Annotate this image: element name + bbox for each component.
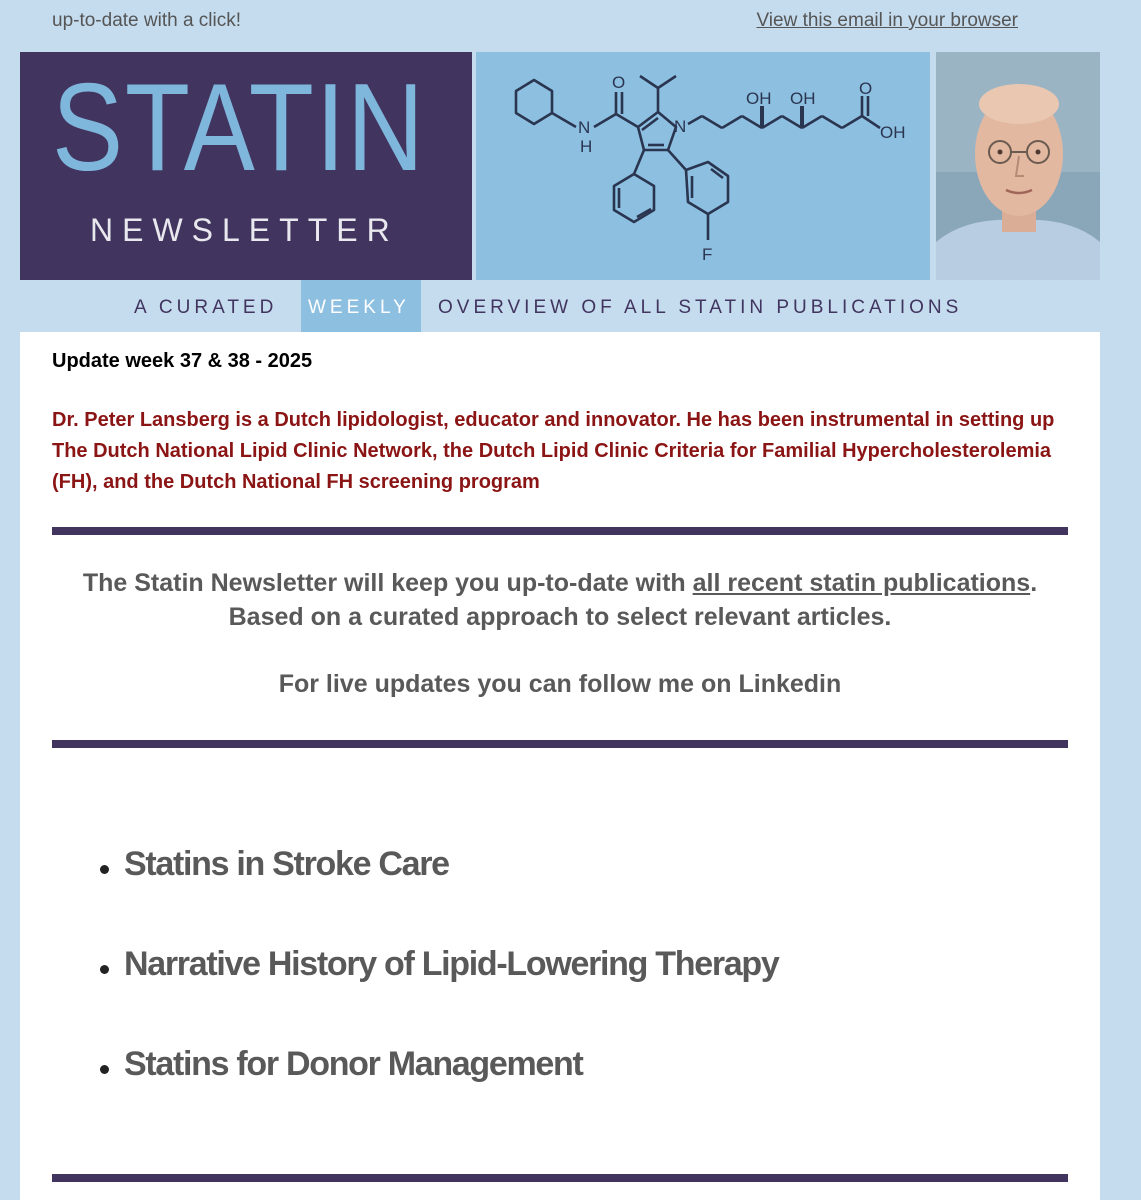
bullet-icon bbox=[100, 965, 109, 974]
author-photo bbox=[936, 52, 1100, 280]
newsletter-logo bbox=[20, 52, 472, 280]
molecule-label-n2: N bbox=[674, 117, 687, 136]
topic-title: Statins for Donor Management bbox=[124, 1045, 583, 1083]
topic-list-item bbox=[124, 845, 449, 884]
divider bbox=[52, 1174, 1068, 1182]
divider bbox=[52, 740, 1068, 748]
preheader bbox=[0, 0, 1141, 46]
recent-publications-link[interactable]: all recent statin publications bbox=[692, 569, 1031, 597]
tagline-after: OVERVIEW OF ALL STATIN PUBLICATIONS bbox=[438, 297, 963, 318]
tagline-before: A CURATED bbox=[134, 297, 278, 318]
molecule-label-oh3: OH bbox=[880, 123, 906, 142]
atorvastatin-structure-image bbox=[476, 52, 930, 280]
molecule-label-h: H bbox=[580, 137, 593, 156]
topic-title: Narrative History of Lipid-Lowering Therapy bbox=[124, 945, 779, 983]
desc-before: The Statin Newsletter will keep you up-to-date with bbox=[82, 569, 693, 597]
header-banner bbox=[20, 52, 1100, 280]
molecule-label-f: F bbox=[702, 245, 713, 264]
portrait-icon bbox=[936, 52, 1100, 280]
view-in-browser-link[interactable]: View this email in your browser bbox=[756, 10, 1018, 31]
follow-linkedin-text: For live updates you can follow me on Linkedin bbox=[278, 670, 842, 698]
molecule-icon bbox=[476, 52, 930, 280]
bullet-icon bbox=[100, 865, 109, 874]
tagline-bar bbox=[20, 280, 1100, 332]
molecule-label-oh1: OH bbox=[746, 89, 772, 108]
logo-title: STATIN bbox=[52, 59, 426, 197]
author-intro: Dr. Peter Lansberg is a Dutch lipidologist, educator and innovator. He has been instrumental in setting up The Dutch National Lipid Clinic Network, the Dutch Lipid Clinic Criteria for Familial Hypercholesterolemia (FH), and the Dutch National FH screening program bbox=[52, 409, 1055, 493]
bullet-icon bbox=[100, 1065, 109, 1074]
molecule-label-o1: O bbox=[612, 73, 626, 92]
newsletter-body bbox=[20, 332, 1100, 1200]
topic-list-item bbox=[124, 1045, 583, 1084]
molecule-label-o2: O bbox=[859, 79, 873, 98]
molecule-label-oh2: OH bbox=[790, 89, 816, 108]
molecule-label-n1: N bbox=[578, 118, 591, 137]
topic-list-item bbox=[124, 945, 778, 984]
desc-after: . Based on a curated approach to select relevant articles. bbox=[228, 569, 1038, 631]
newsletter-description bbox=[52, 566, 1068, 634]
preheader-text: up-to-date with a click! bbox=[52, 10, 242, 31]
tagline-weekly: WEEKLY bbox=[308, 297, 410, 318]
divider bbox=[52, 527, 1068, 535]
topic-title: Statins in Stroke Care bbox=[124, 845, 449, 883]
logo-subtitle: NEWSLETTER bbox=[90, 212, 399, 248]
update-title: Update week 37 & 38 - 2025 bbox=[52, 350, 313, 372]
